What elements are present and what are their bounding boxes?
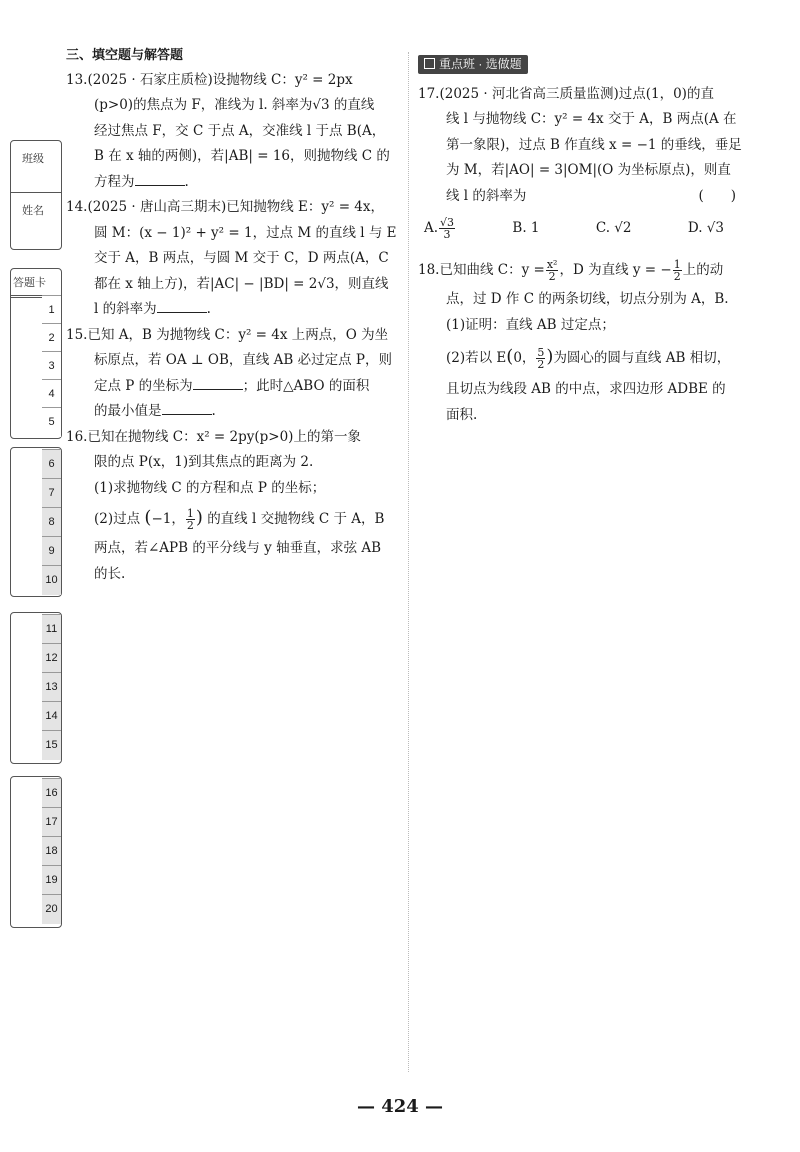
- q18-frac2-num: 1: [673, 258, 681, 271]
- q17-line-2: 线 l 与抛物线 C：y² = 4x 交于 A，B 两点(A 在: [446, 111, 737, 127]
- q17-option-a-num: √3: [440, 216, 455, 229]
- q15-line-3-tail: ；此时△ABO 的面积: [242, 377, 370, 394]
- answer-cell-12: 12: [42, 643, 61, 673]
- q16-point-den: 2: [186, 519, 194, 532]
- badge-text: 重点班 · 选做题: [439, 57, 522, 71]
- q18-line-4-tail: 为圆心的圆与直线 AB 相切，: [553, 350, 731, 366]
- answer-cell-3: 3: [42, 351, 61, 381]
- elective-badge-label: [418, 55, 528, 74]
- answer-cell-17: 17: [42, 807, 61, 837]
- q17-option-a[interactable]: [424, 213, 456, 243]
- q17-line-4: 为 M，若|AO| = 3|OM|(O 为坐标原点)，则直: [446, 162, 731, 178]
- answer-cell-1: 1: [42, 295, 61, 325]
- question-15: [66, 323, 402, 425]
- q14-line-5: l 的斜率为 .: [66, 297, 402, 323]
- q15-line-1: 15.已知 A，B 为抛物线 C：y² = 4x 上两点，O 为坐: [66, 326, 389, 343]
- q17-option-a-fraction: [439, 217, 455, 240]
- elective-badge: [418, 52, 758, 78]
- q15-answer-blank-2[interactable]: [162, 400, 212, 415]
- question-14: [66, 195, 402, 323]
- q15-line-4: 的最小值是 .: [66, 399, 402, 425]
- answer-cell-18: 18: [42, 836, 61, 866]
- left-column: [66, 42, 402, 587]
- q18-curve-fraction: [546, 259, 559, 282]
- q15-line-4-text: 的最小值是: [94, 403, 162, 419]
- answer-cell-5: 5: [42, 407, 61, 437]
- q16-line-4-text: (2)过点: [94, 511, 141, 527]
- q14-line-1: 14.(2025 · 唐山高三期末)已知抛物线 E：y² = 4x，: [66, 199, 385, 215]
- q13-line-4: B 在 x 轴的两侧)，若|AB| = 16，则抛物线 C 的: [94, 148, 390, 164]
- answer-card-label: 答题卡: [13, 277, 46, 289]
- class-label: 班级: [22, 153, 44, 165]
- answer-cell-13: 13: [42, 672, 61, 702]
- q18-line-1-text: 18.已知曲线 C：y =: [418, 262, 545, 278]
- q18-line-5: 且切点为线段 AB 的中点，求四边形 ADBE 的: [446, 381, 726, 397]
- q18-line-1-mid: ，D 为直线 y = −: [559, 262, 672, 278]
- q14-line-4: 都在 x 轴上方)，若|AC| − |BD| = 2√3，则直线: [94, 275, 389, 292]
- q16-line-4-tail: 的直线 l 交抛物线 C 于 A，B: [207, 511, 385, 527]
- q18-e-num: 5: [537, 346, 545, 359]
- q17-line-3: 第一象限)，过点 B 作直线 x = −1 的垂线，垂足: [446, 136, 742, 153]
- answer-cell-6: 6: [42, 449, 61, 479]
- q16-line-5: 两点，若∠APB 的平分线与 y 轴垂直，求弦 AB: [94, 540, 382, 556]
- q18-e-den: 2: [537, 358, 545, 371]
- q16-line-1: 16.已知在抛物线 C：x² = 2py(p>0)上的第一象: [66, 428, 361, 445]
- q17-answer-bracket[interactable]: ( ): [698, 187, 736, 204]
- badge-box-icon: [424, 58, 435, 69]
- q18-line-1: [418, 253, 758, 287]
- name-label: 姓名: [22, 205, 44, 217]
- q15-line-3-text: 定点 P 的坐标为: [94, 377, 193, 394]
- question-18: [418, 253, 758, 428]
- answer-cell-20: 20: [42, 894, 61, 924]
- q14-answer-blank[interactable]: [157, 298, 207, 313]
- q17-option-a-den: 3: [443, 228, 451, 241]
- answer-cell-7: 7: [42, 478, 61, 508]
- q16-line-3: (1)求抛物线 C 的方程和点 P 的坐标；: [94, 479, 326, 496]
- column-divider: [408, 52, 409, 1072]
- q13-answer-blank[interactable]: [135, 171, 185, 186]
- q18-line-2: 点，过 D 作 C 的两条切线，切点分别为 A，B.: [446, 291, 729, 307]
- q16-line-6: 的长.: [94, 565, 126, 582]
- answer-cell-11: 11: [42, 614, 61, 644]
- q17-line-5: [418, 184, 736, 210]
- q16-line-4: (2)过点 (−1， $\frac{1}{2}$ ) 的直线 l 交抛物线 C 于 A，B: [94, 507, 385, 532]
- q18-line-4-text: (2)若以 E: [446, 350, 507, 366]
- page-number: — 424 —: [356, 1096, 444, 1117]
- q18-line-fraction: [673, 259, 682, 282]
- answer-cell-19: 19: [42, 865, 61, 895]
- q13-line-3: 经过焦点 F，交 C 于点 A，交准线 l 于点 B(A，: [94, 122, 386, 139]
- q17-line-1: 17.(2025 · 河北省高三质量监测)过点(1，0)的直: [418, 85, 714, 102]
- question-16: [66, 425, 402, 588]
- q15-answer-blank-1[interactable]: [193, 375, 243, 390]
- q18-e-left: 0，: [513, 350, 536, 366]
- q18-frac1-den: 2: [548, 270, 556, 283]
- question-13: [66, 68, 402, 196]
- q16-point: (: [144, 507, 152, 528]
- q16-point-num: 1: [186, 507, 194, 520]
- q16-point-x: −1: [151, 511, 172, 527]
- answer-cell-15: 15: [42, 730, 61, 760]
- q18-e-fraction: [536, 347, 545, 370]
- right-column: [418, 52, 758, 428]
- q17-option-a-prefix: A.: [424, 220, 439, 236]
- answer-cell-14: 14: [42, 701, 61, 731]
- answer-cell-10: 10: [42, 565, 61, 595]
- q15-line-2: 标原点，若 OA ⊥ OB，直线 AB 必过定点 P，则: [94, 352, 393, 368]
- q14-line-3: 交于 A，B 两点，与圆 M 交于 C，D 两点(A，C: [94, 250, 389, 266]
- answer-cell-4: 4: [42, 379, 61, 409]
- q18-frac1-num: x²: [546, 258, 558, 271]
- q18-line-4: (2)若以 E(0， $\frac{5}{2}$ )为圆心的圆与直线 AB 相切，: [446, 346, 731, 371]
- q17-option-d[interactable]: D. √3: [687, 220, 724, 236]
- q13-line-5-text: 方程为: [94, 173, 135, 190]
- q17-line-5-text: 线 l 的斜率为: [446, 187, 527, 204]
- q18-line-6: 面积.: [446, 406, 478, 423]
- q18-frac2-den: 2: [673, 270, 681, 283]
- q16-line-2: 限的点 P(x，1)到其焦点的距离为 2.: [94, 454, 314, 470]
- q14-line-2: 圆 M：(x − 1)² + y² = 1，过点 M 的直线 l 与 E: [94, 224, 397, 241]
- q13-line-1: 13.(2025 · 石家庄质检)设抛物线 C：y² = 2px: [66, 71, 353, 88]
- q14-line-5-text: l 的斜率为: [94, 301, 157, 317]
- q15-line-3: [66, 374, 402, 400]
- q17-option-b[interactable]: B. 1: [512, 220, 540, 236]
- q13-line-2: (p>0)的焦点为 F，准线为 l. 斜率为√3 的直线: [94, 97, 375, 113]
- class-divider: [10, 192, 62, 193]
- section-heading: 三、填空题与解答题: [66, 47, 184, 62]
- answer-cell-8: 8: [42, 507, 61, 537]
- answer-cell-16: 16: [42, 778, 61, 808]
- question-17: [418, 82, 758, 244]
- q17-option-c[interactable]: C. √2: [595, 220, 632, 236]
- answer-cell-9: 9: [42, 536, 61, 566]
- q18-line-3: (1)证明：直线 AB 过定点；: [446, 316, 615, 333]
- q16-point-y-fraction: [186, 508, 195, 531]
- q13-line-5: 方程为 .: [66, 170, 402, 196]
- q18-line-1-tail: 上的动: [682, 262, 724, 278]
- q17-options: [418, 213, 724, 243]
- answer-cell-2: 2: [42, 323, 61, 353]
